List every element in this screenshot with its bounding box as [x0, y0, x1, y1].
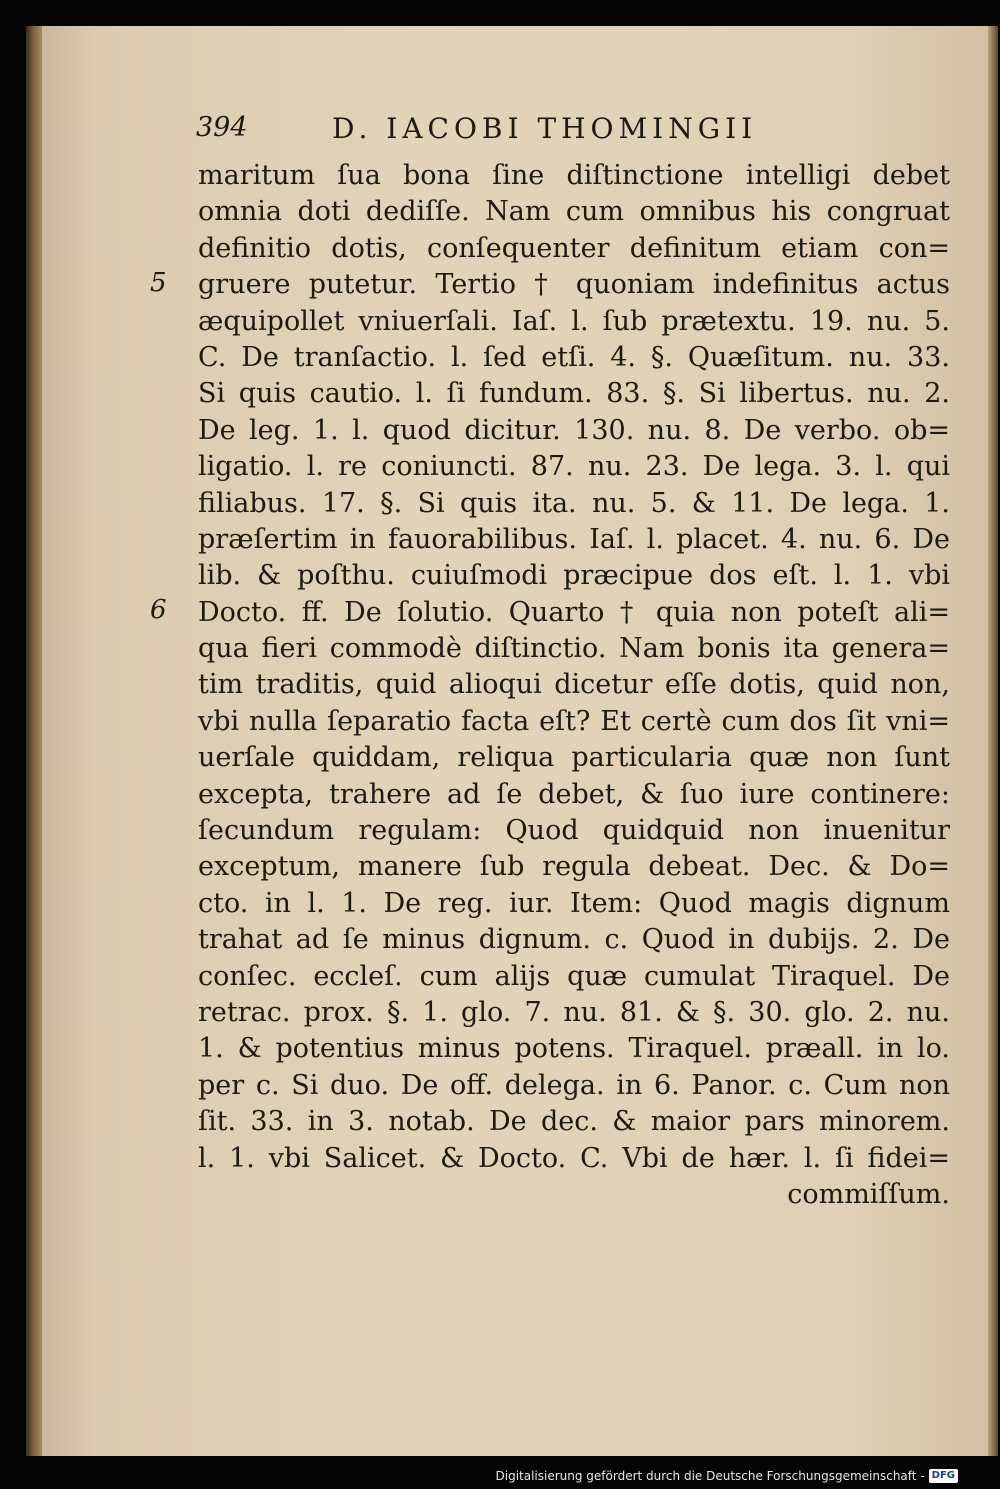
text-line: Docto. ff. De ſolutio. Quarto † quia non poteſt ali= — [198, 596, 950, 628]
dfg-logo-icon: DFG — [929, 1469, 958, 1483]
text-line: conſec. eccleſ. cum alijs quæ cumulat Tiraquel. De — [198, 960, 950, 992]
text-line: ſit. 33. in 3. notab. De dec. & maior pars minorem. — [198, 1106, 950, 1138]
page-number: 394 — [196, 112, 248, 143]
text-line: vbi nulla ſeparatio facta eſt? Et certè cum dos ſit vni= — [198, 705, 950, 737]
text-line: definitio dotis, conſequenter definitum etiam con= — [198, 232, 950, 264]
text-line: lib. & poſthu. cuiuſmodi præcipue dos eſt. l. 1. vbi — [198, 560, 950, 592]
text-line: præſertim in fauorabilibus. Iaſ. l. placet. 4. nu. 6. De — [198, 523, 950, 555]
text-line: filiabus. 17. §. Si quis ita. nu. 5. & 11. De lega. 1. — [198, 487, 950, 519]
text-line: 1. & potentius minus potens. Tiraquel. præall. in lo. — [198, 1033, 950, 1065]
text-line: uerſale quiddam, reliqua particularia quæ non ſunt — [198, 742, 950, 774]
catchword: commiſſum. — [787, 1178, 950, 1210]
body-text — [198, 158, 950, 1213]
credit-text: Digitalisierung gefördert durch die Deutsche Forschungsgemeinschaft - — [495, 1469, 925, 1483]
text-line: retrac. prox. §. 1. glo. 7. nu. 81. & §. 30. glo. 2. nu. — [198, 996, 950, 1028]
text-line: maritum ſua bona ſine diſtinctione intelligi debet — [198, 160, 950, 191]
digitization-credit — [496, 1469, 959, 1483]
text-line: l. 1. vbi Salicet. & Docto. C. Vbi de hær. l. ſi fidei= — [198, 1142, 950, 1174]
text-line: omnia doti dediſſe. Nam cum omnibus his congruat — [198, 196, 950, 228]
text-line: tim traditis, quid alioqui dicetur eſſe dotis, quid non, — [198, 669, 950, 701]
text-line: De leg. 1. l. quod dicitur. 130. nu. 8. De verbo. ob= — [198, 414, 950, 446]
text-line: qua fieri commodè diſtinctio. Nam bonis ita genera= — [198, 633, 950, 665]
text-line: ſecundum regulam: Quod quidquid non inuenitur — [198, 815, 950, 847]
running-title: D. IACOBI THOMINGII — [332, 112, 758, 145]
text-line: exceptum, manere ſub regula debeat. Dec. & Do= — [198, 851, 950, 883]
marginal-number-5: 5 — [150, 268, 167, 298]
text-line: gruere putetur. Tertio † quoniam indefinitus actus — [198, 269, 950, 301]
text-line: excepta, trahere ad ſe debet, & ſuo iure continere: — [198, 778, 950, 810]
text-line: cto. in l. 1. De reg. iur. Item: Quod magis dignum — [198, 887, 950, 919]
text-line: Si quis cautio. l. ſi fundum. 83. §. Si libertus. nu. 2. — [198, 378, 950, 410]
marginal-number-6: 6 — [150, 595, 167, 625]
text-line: trahat ad ſe minus dignum. c. Quod in dubijs. 2. De — [198, 924, 950, 956]
text-line: per c. Si duo. De off. delega. in 6. Panor. c. Cum non — [198, 1069, 950, 1101]
text-line: ligatio. l. re coniuncti. 87. nu. 23. De lega. 3. l. qui — [198, 451, 950, 483]
text-line: æquipollet vniuerſali. Iaſ. l. ſub prætextu. 19. nu. 5. — [198, 305, 950, 337]
text-line: C. De tranſactio. l. ſed etſi. 4. §. Quæſitum. nu. 33. — [198, 341, 950, 373]
running-head — [196, 112, 876, 148]
